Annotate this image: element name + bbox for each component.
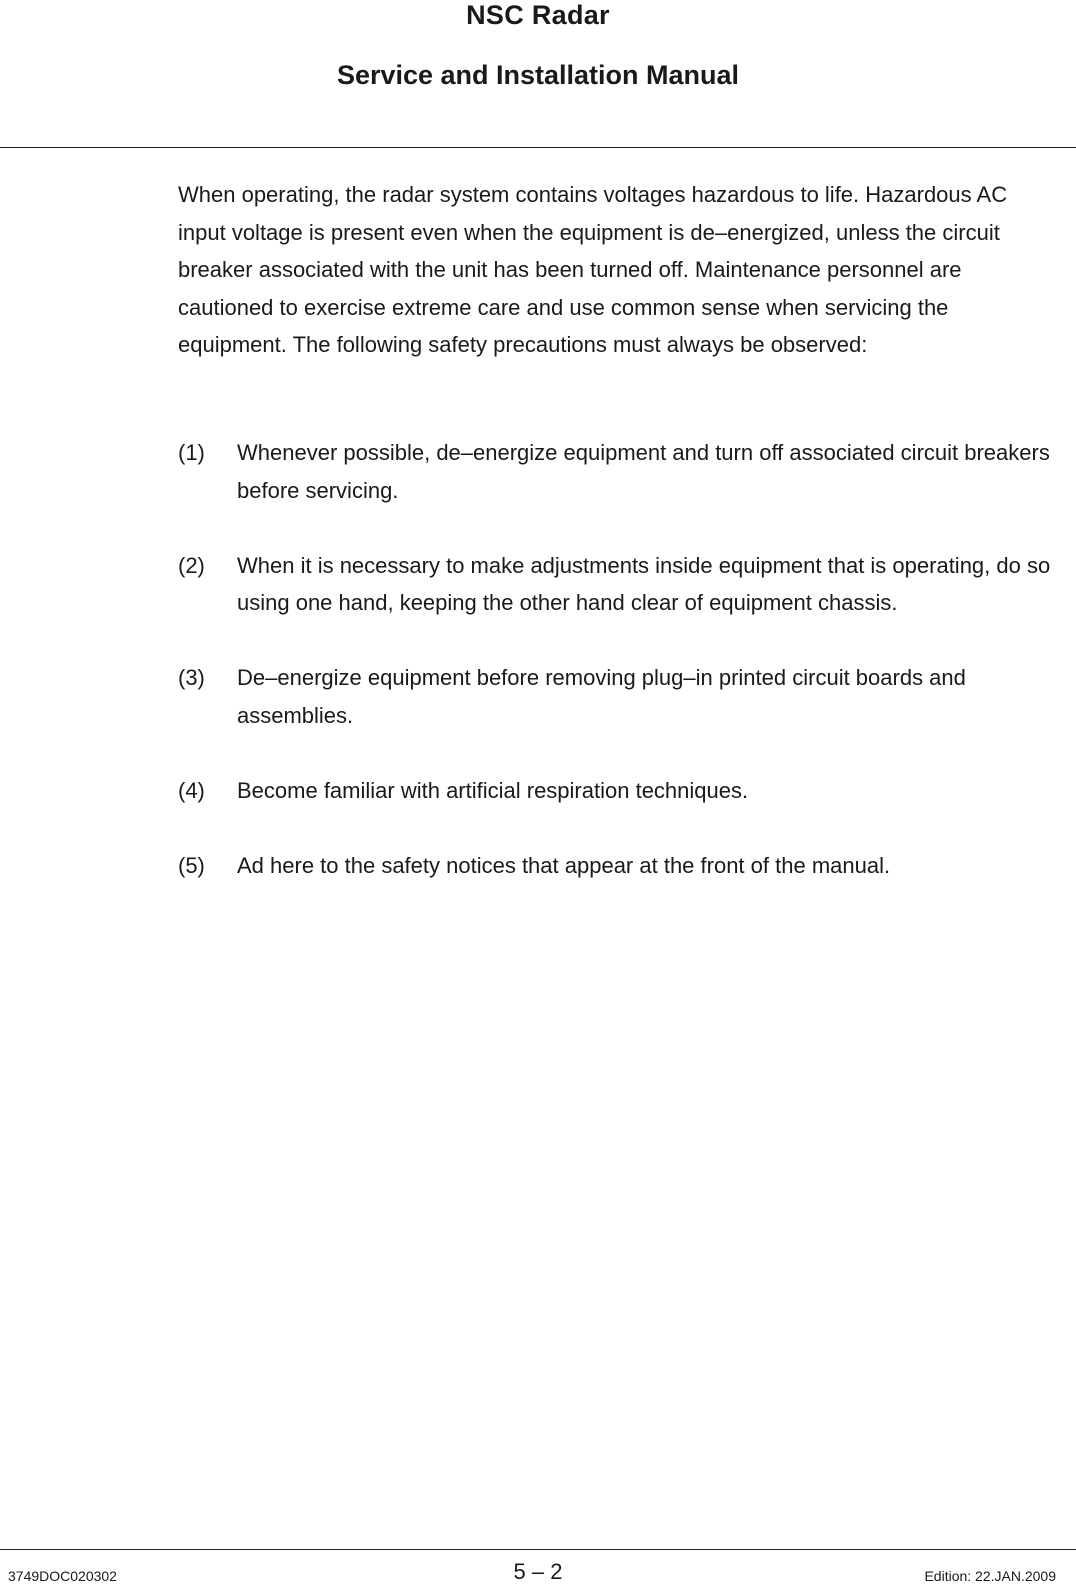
item-text: Ad here to the safety notices that appear at the front of the manual. — [237, 852, 891, 878]
list-item — [178, 659, 1073, 734]
item-number: (5) — [178, 852, 205, 878]
item-text: When it is necessary to make adjustments inside equipment that is operating, do so using one hand, keeping the other hand clear of equipment chassis. — [237, 552, 1051, 615]
item-number: (2) — [178, 552, 205, 578]
list-item — [178, 847, 1073, 885]
header-divider — [0, 147, 1076, 148]
item-number: (3) — [178, 665, 205, 690]
item-text: Become familiar with artificial respiration techniques. — [237, 777, 749, 803]
document-subtitle: Service and Installation Manual — [336, 60, 740, 90]
item-text: De–energize equipment before removing plug–in printed circuit boards and assemblies. — [237, 665, 966, 728]
list-item — [178, 772, 1073, 810]
list-item — [178, 434, 1073, 509]
item-number: (1) — [178, 440, 205, 465]
item-number: (4) — [178, 777, 205, 803]
precautions-list — [178, 434, 1073, 922]
intro-paragraph: When operating, the radar system contains voltages hazardous to life. Hazardous AC input voltage is present even when the equipment is de–energized, unless the circuit breaker associated with the unit has been turned off. Maintenance personnel are cautioned to exercise extreme care and use common sense when servicing the equipment. The following safety precautions must always be observed: — [178, 182, 1008, 357]
document-number: 3749DOC020302 — [8, 1568, 117, 1584]
document-title: NSC Radar — [466, 0, 610, 30]
item-text: Whenever possible, de–energize equipment and turn off associated circuit breakers before servicing. — [237, 440, 1050, 503]
edition-date: Edition: 22.JAN.2009 — [924, 1568, 1056, 1584]
page-number: 5 – 2 — [513, 1559, 563, 1584]
footer-divider — [0, 1549, 1076, 1550]
list-item — [178, 547, 1073, 622]
